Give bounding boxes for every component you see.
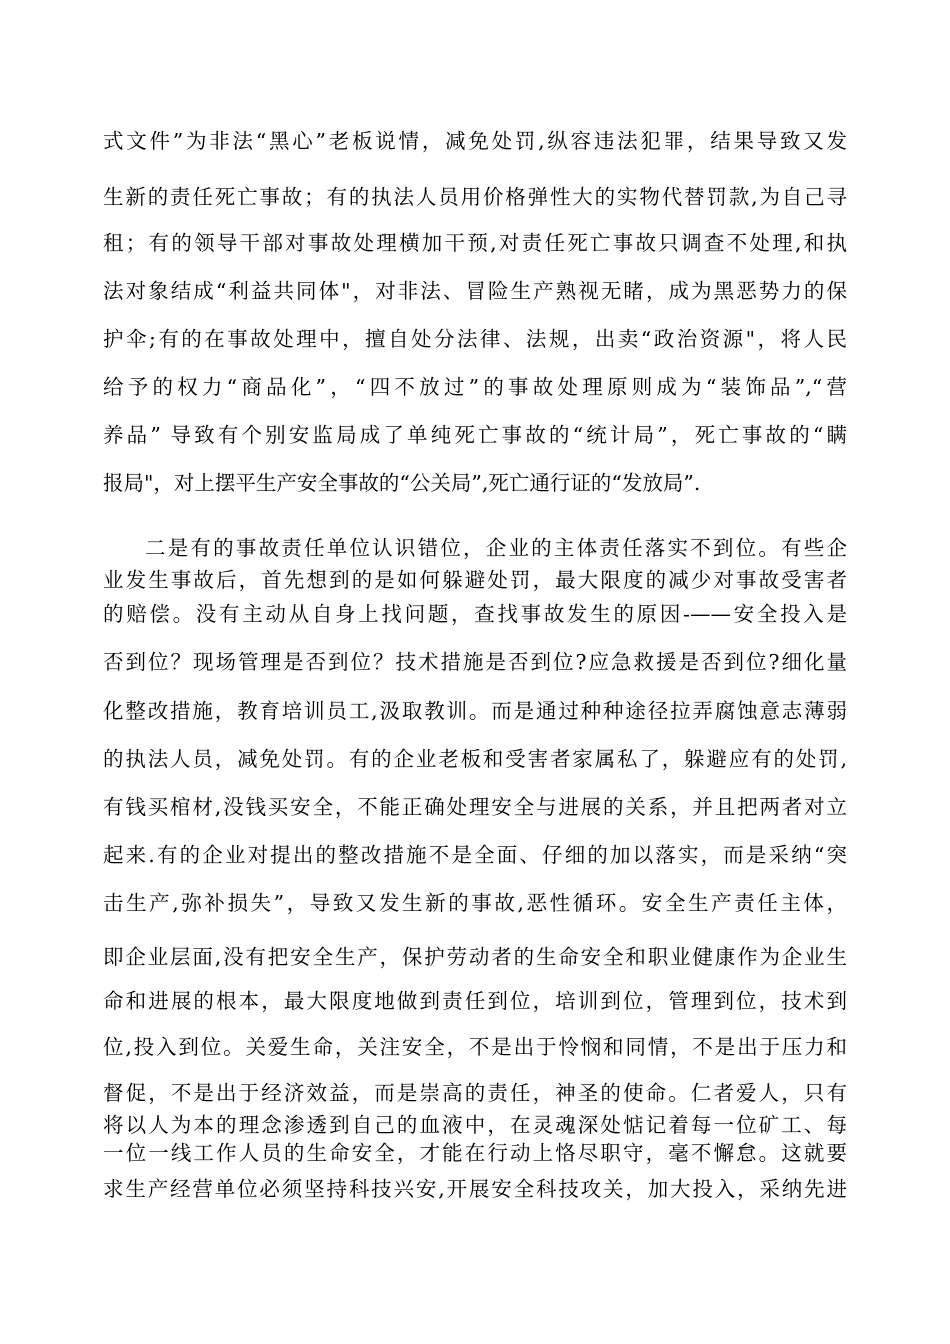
paragraph-line: 报局"，对上摆平生产安全事故的“公关局”,死亡通行证的“发放局”. <box>103 471 701 495</box>
paragraph-line: 护伞;有的在事故处理中，擅自处分法律、法规，出卖“政治资源"，将人民 <box>103 327 847 351</box>
paragraph-line: 命和进展的根本，最大限度地做到责任到位，培训到位，管理到位，技术到 <box>103 989 847 1013</box>
paragraph-line: 的执法人员，减免处罚。有的企业老板和受害者家属私了，躲避应有的处罚, <box>103 747 847 771</box>
paragraph-line: 法对象结成“利益共同体"，对非法、冒险生产熟视无睹，成为黑恶势力的保 <box>103 279 847 303</box>
paragraph-line: 租；有的领导干部对事故处理横加干预,对责任死亡事故只调查不处理,和执 <box>103 231 847 255</box>
paragraph-line: 督促，不是出于经济效益，而是崇高的责任，神圣的使命。仁者爱人，只有 <box>103 1081 847 1105</box>
paragraph-line: 将以人为本的理念渗透到自己的血液中，在灵魂深处惦记着每一位矿工、每 <box>103 1113 847 1137</box>
paragraph-line: 位,投入到位。关爱生命，关注安全，不是出于怜悯和同情，不是出于压力和 <box>103 1035 847 1059</box>
paragraph-line: 即企业层面,没有把安全生产，保护劳动者的生命安全和职业健康作为企业生 <box>103 945 847 969</box>
paragraph-line: 生新的责任死亡事故；有的执法人员用价格弹性大的实物代替罚款,为自己寻 <box>103 185 847 209</box>
paragraph-line: 业发生事故后，首先想到的是如何躲避处罚，最大限度的减少对事故受害者 <box>103 568 847 592</box>
paragraph-line: 一位一线工作人员的生命安全，才能在行动上恪尽职守，毫不懈怠。这就要 <box>103 1141 847 1165</box>
paragraph-line: 有钱买棺材,没钱买安全，不能正确处理安全与进展的关系，并且把两者对立 <box>103 795 847 819</box>
paragraph-line: 式文件”为非法“黑心”老板说情，减免处罚,纵容违法犯罪，结果导致又发 <box>103 129 847 153</box>
paragraph-line: 养品” 导致有个别安监局成了单纯死亡事故的“统计局”，死亡事故的“瞒 <box>103 423 847 447</box>
paragraph-line: 的赔偿。没有主动从自身上找问题，查找事故发生的原因-——安全投入是 <box>103 602 847 626</box>
paragraph-line: 求生产经营单位必须坚持科技兴安,开展安全科技攻关，加大投入，采纳先进 <box>103 1177 847 1201</box>
paragraph-line: 否到位？现场管理是否到位？技术措施是否到位?应急救援是否到位?细化量 <box>103 650 847 674</box>
paragraph-line: 起来.有的企业对提出的整改措施不是全面、仔细的加以落实，而是采纳“突 <box>103 843 847 867</box>
paragraph-line: 给予的权力“商品化”，“四不放过”的事故处理原则成为“装饰品”,“营 <box>103 375 847 399</box>
paragraph-line: 二是有的事故责任单位认识错位，企业的主体责任落实不到位。有些企 <box>145 536 847 560</box>
paragraph-line: 击生产,弥补损失”，导致又发生新的事故,恶性循环。安全生产责任主体， <box>103 891 847 915</box>
paragraph-line: 化整改措施，教育培训员工,汲取教训。而是通过种种途径拉弄腐蚀意志薄弱 <box>103 699 847 723</box>
